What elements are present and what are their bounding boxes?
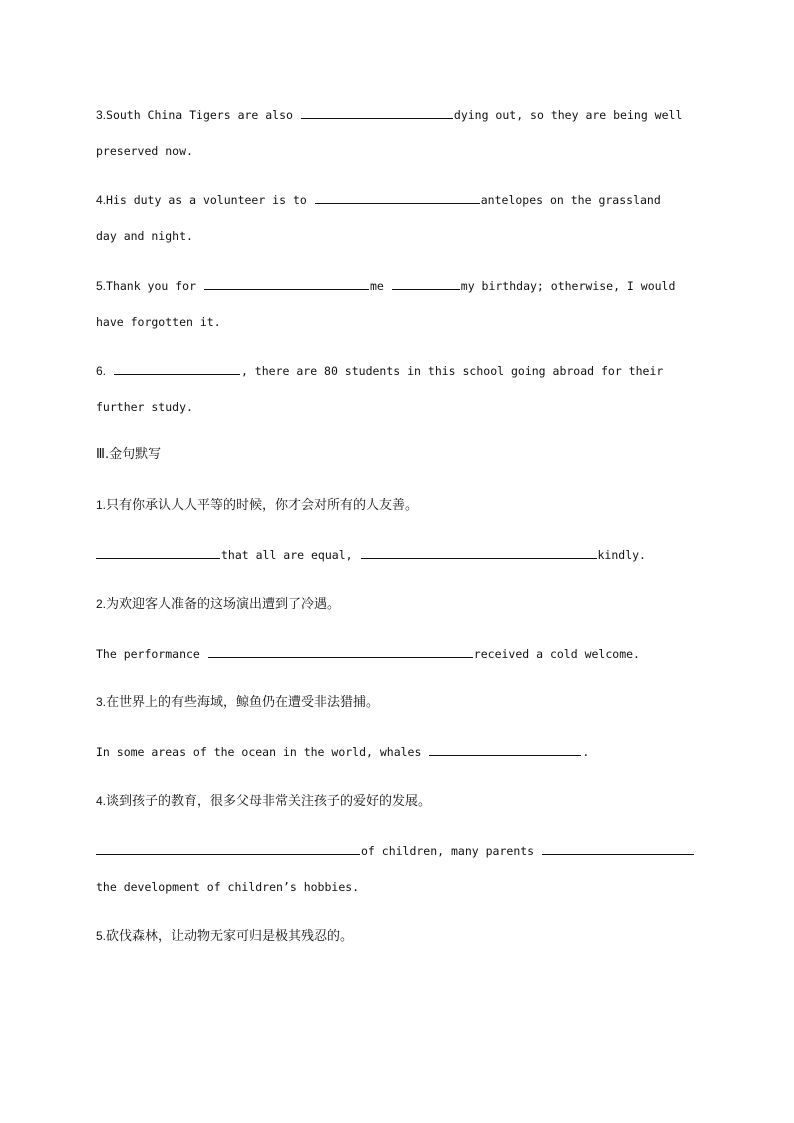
sentence-2-zh: 为欢迎客人准备的这场演出遭到了冷遇。 [106,597,341,612]
item-6-line-2: further study. [96,400,193,414]
sentence-5-chinese [96,928,353,945]
item-6-blank[interactable] [114,363,240,375]
sentence-4-english [96,843,695,859]
sentence-4-chinese [96,793,431,810]
item-4-number: 4. [96,193,107,207]
item-5-text-a: Thank you for [106,279,197,293]
sentence-2-text-b: received a cold welcome. [473,647,640,661]
item-4-text-a: His duty as a volunteer is to [106,193,307,207]
sentence-2-text-a: The performance [96,647,200,661]
sentence-2-chinese [96,596,340,613]
sentence-3-text-a: In some areas of the ocean in the world, whales [96,745,422,759]
sentence-4-text-a: of children, many parents [361,844,535,858]
sentence-1-text-b: kindly. [597,548,646,562]
sentence-5-number: 5. [96,929,107,943]
item-5-blank-2[interactable] [392,278,460,290]
item-4-line-1 [96,192,661,208]
item-4-text-b: antelopes on the grassland [480,193,661,207]
item-5-line-1 [96,278,675,294]
sentence-2-english [96,646,640,662]
item-3-number: 3. [96,108,107,122]
sentence-4-english-line-2: the development of children’s hobbies. [96,880,360,894]
item-5-line-2: have forgotten it. [96,315,221,329]
section-3-heading: Ⅲ.金句默写 [96,447,162,462]
item-5-text-b: me [369,279,384,293]
item-5-blank-1[interactable] [204,278,369,290]
item-5-number: 5. [96,279,107,293]
item-3-text-a: South China Tigers are also [106,108,293,122]
sentence-2-blank[interactable] [208,646,473,658]
sentence-3-zh: 在世界上的有些海域，鲸鱼仍在遭受非法猎捕。 [106,695,380,710]
sentence-4-blank-2[interactable] [542,843,694,855]
sentence-1-number: 1. [96,498,107,512]
sentence-1-blank-1[interactable] [96,547,220,559]
sentence-2-number: 2. [96,597,107,611]
item-6-line-1 [96,363,663,379]
item-5-text-c: my birthday; otherwise, I would [460,279,676,293]
sentence-3-blank[interactable] [429,744,581,756]
sentence-3-text-b: . [582,745,590,759]
item-4-blank[interactable] [315,192,480,204]
item-3-blank[interactable] [301,107,453,119]
sentence-3-number: 3. [96,695,107,709]
item-6-number: 6. [96,364,107,378]
sentence-3-chinese [96,694,379,711]
item-6-text-a: , there are 80 students in this school going abroad for their [240,364,664,378]
sentence-4-number: 4. [96,794,107,808]
sentence-5-zh: 砍伐森林，让动物无家可归是极其残忍的。 [106,929,354,944]
sentence-1-blank-2[interactable] [361,547,597,559]
item-3-line-1 [96,107,682,123]
sentence-1-text-a: that all are equal, [221,548,353,562]
sentence-1-english [96,547,646,563]
item-3-text-b: dying out, so they are being well [453,108,683,122]
sentence-4-zh: 谈到孩子的教育，很多父母非常关注孩子的爱好的发展。 [106,794,432,809]
item-3-line-2: preserved now. [96,144,193,158]
sentence-3-english [96,744,589,760]
sentence-1-chinese [96,497,418,514]
item-4-line-2: day and night. [96,229,193,243]
sentence-1-zh: 只有你承认人人平等的时候，你才会对所有的人友善。 [106,498,419,513]
sentence-4-blank-1[interactable] [96,843,360,855]
